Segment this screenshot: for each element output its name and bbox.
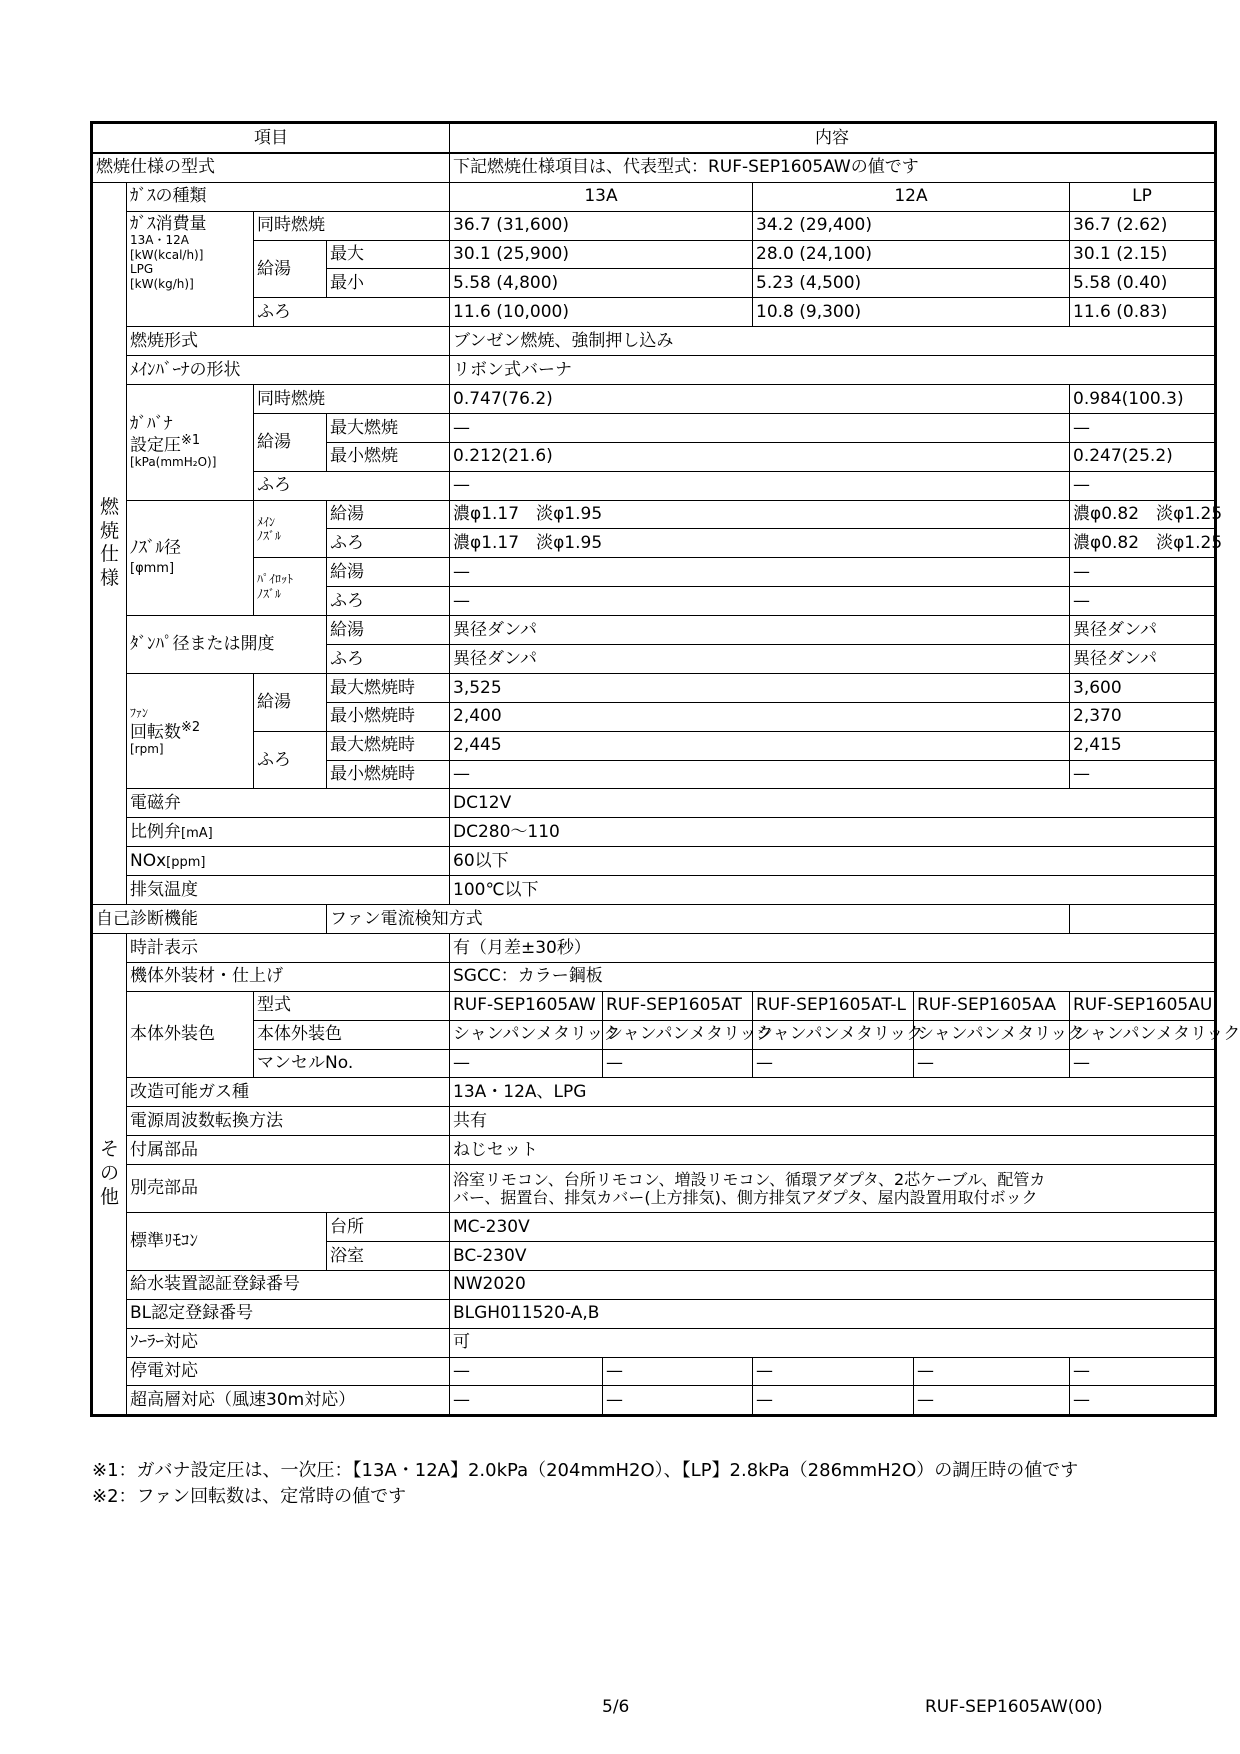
label-high-rise: 超高層対応（風速30m対応） xyxy=(127,1386,450,1416)
document-code: RUF-SEP1605AW(00) xyxy=(925,1697,1103,1717)
value-city-gas: 0.747(76.2) xyxy=(450,385,1070,414)
label-convertible-gas: 改造可能ガス種 xyxy=(127,1078,450,1107)
label-remote: 標準ﾘﾓｺﾝ xyxy=(127,1213,327,1271)
value-lp: — xyxy=(1070,558,1216,587)
label-bath: ふろ xyxy=(254,731,327,789)
row-gas-type xyxy=(92,182,1216,211)
row-proportional xyxy=(92,818,1216,847)
power-outage-value: — xyxy=(450,1357,603,1386)
row-self-diagnosis xyxy=(92,905,1216,934)
value-solar: 可 xyxy=(450,1328,1216,1357)
value-solenoid: DC12V xyxy=(450,789,1216,818)
label-nox: NOx[ppm] xyxy=(127,847,450,876)
power-outage-value: — xyxy=(753,1357,914,1386)
label-hot-water: 給湯 xyxy=(327,616,450,645)
value-combustion-model: 下記燃焼仕様項目は、代表型式：RUF-SEP1605AWの値です xyxy=(450,153,1216,182)
high-rise-value: — xyxy=(450,1386,603,1416)
gas-type-lp: LP xyxy=(1070,182,1216,211)
high-rise-value: — xyxy=(914,1386,1070,1416)
label-min: 最小 xyxy=(327,269,450,298)
value-combustion-type: ブンゼン燃焼、強制押し込み xyxy=(450,327,1216,356)
high-rise-value: — xyxy=(603,1386,753,1416)
label-min-combustion: 最小燃焼時 xyxy=(327,760,450,789)
row-fan-hot-max xyxy=(92,673,1216,702)
value-12a: 10.8 (9,300) xyxy=(753,298,1070,327)
footnote-1: ※1：ガバナ設定圧は、一次圧：【13A・12A】2.0kPa（204mmH2O）、【LP】2.8kPa（286mmH2O）の調圧時の値です xyxy=(92,1460,1079,1481)
value-optional: 浴室リモコン、台所リモコン、増設リモコン、循環アダプタ、2芯ケーブル、配管カ バー、据置台、排気カバー(上方排気)、側方排気アダプタ、屋内設置用取付ボック xyxy=(450,1165,1216,1213)
label-bath: ふろ xyxy=(254,298,450,327)
value-lp: — xyxy=(1070,760,1216,789)
row-convertible-gas xyxy=(92,1078,1216,1107)
label-combustion-model: 燃焼仕様の型式 xyxy=(92,153,450,182)
label-max-combustion: 最大燃焼時 xyxy=(327,731,450,760)
value-city-gas: 2,400 xyxy=(450,702,1070,731)
label-bl-cert: BL認定登録番号 xyxy=(127,1299,450,1328)
row-exterior xyxy=(92,962,1216,991)
row-nozzle-main-hot xyxy=(92,500,1216,529)
value-lp: 36.7 (2.62) xyxy=(1070,211,1216,240)
label-gas-type: ｶﾞｽの種類 xyxy=(127,182,450,211)
value-12a: 5.23 (4,500) xyxy=(753,269,1070,298)
value-exterior: SGCC：カラー鋼板 xyxy=(450,962,1216,991)
value-lp: 30.1 (2.15) xyxy=(1070,240,1216,269)
row-remote-kitchen xyxy=(92,1213,1216,1242)
label-governor: ｶﾞﾊﾞﾅ 設定圧$^{※1}$ [kPa(mmH₂O)] xyxy=(127,385,254,501)
footnote-2: ※2：ファン回転数は、定常時の値です xyxy=(92,1486,407,1507)
label-body-color: 本体外装色 xyxy=(127,991,254,1078)
value-clock: 有（月差±30秒） xyxy=(450,933,1216,962)
value-city-gas: — xyxy=(450,558,1070,587)
high-rise-value: — xyxy=(753,1386,914,1416)
model-value: RUF-SEP1605AT-L xyxy=(753,991,914,1020)
row-fan-bath-max xyxy=(92,731,1216,760)
value-city-gas: — xyxy=(450,413,1070,442)
row-power-outage xyxy=(92,1357,1216,1386)
label-min-combustion: 最小燃焼 xyxy=(327,442,450,471)
value-lp: 11.6 (0.83) xyxy=(1070,298,1216,327)
label-min-combustion: 最小燃焼時 xyxy=(327,702,450,731)
value-12a: 34.2 (29,400) xyxy=(753,211,1070,240)
row-gas-consumption-bath xyxy=(92,298,1216,327)
label-max: 最大 xyxy=(327,240,450,269)
label-hot-water: 給湯 xyxy=(327,558,450,587)
value-proportional: DC280～110 xyxy=(450,818,1216,847)
value-city-gas: 濃φ1.17 淡φ1.95 xyxy=(450,500,1070,529)
label-model: 型式 xyxy=(254,991,450,1020)
munsell-value: — xyxy=(450,1049,603,1078)
label-simultaneous: 同時燃焼 xyxy=(254,211,450,240)
row-body-color-model xyxy=(92,991,1216,1020)
row-governor-bath xyxy=(92,471,1216,500)
value-bathroom-remote: BC-230V xyxy=(450,1241,1216,1270)
value-bl-cert: BLGH011520-A,B xyxy=(450,1299,1216,1328)
gas-type-13a: 13A xyxy=(450,182,753,211)
label-hot-water: 給湯 xyxy=(254,240,327,298)
row-accessories xyxy=(92,1136,1216,1165)
power-outage-value: — xyxy=(603,1357,753,1386)
value-13a: 36.7 (31,600) xyxy=(450,211,753,240)
model-value: RUF-SEP1605AU xyxy=(1070,991,1216,1020)
value-kitchen-remote: MC-230V xyxy=(450,1213,1216,1242)
value-12a: 28.0 (24,100) xyxy=(753,240,1070,269)
label-clock: 時計表示 xyxy=(127,933,450,962)
value-lp: 0.247(25.2) xyxy=(1070,442,1216,471)
label-accessories: 付属部品 xyxy=(127,1136,450,1165)
value-lp: 異径ダンパ xyxy=(1070,616,1216,645)
header-content: 内容 xyxy=(450,123,1216,153)
label-bath: ふろ xyxy=(327,587,450,616)
label-water-cert: 給水装置認証登録番号 xyxy=(127,1270,450,1299)
label-exterior: 機体外装材・仕上げ xyxy=(127,962,450,991)
color-value: シャンパンメタリック xyxy=(914,1020,1070,1049)
label-damper: ﾀﾞﾝﾊﾟ径または開度 xyxy=(127,616,327,674)
value-lp: 異径ダンパ xyxy=(1070,645,1216,674)
color-value: シャンパンメタリック xyxy=(450,1020,603,1049)
color-value: シャンパンメタリック xyxy=(603,1020,753,1049)
value-13a: 30.1 (25,900) xyxy=(450,240,753,269)
value-city-gas: 濃φ1.17 淡φ1.95 xyxy=(450,529,1070,558)
label-bath: ふろ xyxy=(327,529,450,558)
value-lp: 0.984(100.3) xyxy=(1070,385,1216,414)
label-power-outage: 停電対応 xyxy=(127,1357,450,1386)
page-number: 5/6 xyxy=(602,1697,630,1717)
value-lp: 3,600 xyxy=(1070,673,1216,702)
section-other-label: そ の 他 xyxy=(92,933,127,1415)
row-gas-consumption-max xyxy=(92,240,1216,269)
value-lp: 2,370 xyxy=(1070,702,1216,731)
label-hot-water: 給湯 xyxy=(254,413,327,471)
row-gas-consumption-simultaneous xyxy=(92,211,1216,240)
row-clock xyxy=(92,933,1216,962)
label-color: 本体外装色 xyxy=(254,1020,450,1049)
label-bath: ふろ xyxy=(327,645,450,674)
value-city-gas: 異径ダンパ xyxy=(450,645,1070,674)
row-damper-hot xyxy=(92,616,1216,645)
value-lp: 濃φ0.82 淡φ1.25 xyxy=(1070,500,1216,529)
row-water-cert xyxy=(92,1270,1216,1299)
label-gas-consumption: ｶﾞｽ消費量 13A・12A [kW(kcal/h)] LPG [kW(kg/h)] xyxy=(127,211,254,327)
row-bl-cert xyxy=(92,1299,1216,1328)
label-bath: ふろ xyxy=(254,471,450,500)
value-city-gas: 2,445 xyxy=(450,731,1070,760)
value-exhaust: 100℃以下 xyxy=(450,876,1216,905)
row-solenoid xyxy=(92,789,1216,818)
value-lp: 5.58 (0.40) xyxy=(1070,269,1216,298)
value-city-gas: — xyxy=(450,471,1070,500)
row-nozzle-pilot-hot xyxy=(92,558,1216,587)
label-max-combustion: 最大燃焼 xyxy=(327,413,450,442)
row-exhaust xyxy=(92,876,1216,905)
value-13a: 11.6 (10,000) xyxy=(450,298,753,327)
label-solenoid: 電磁弁 xyxy=(127,789,450,818)
row-body-color-color xyxy=(92,1020,1216,1049)
value-lp: 濃φ0.82 淡φ1.25 xyxy=(1070,529,1216,558)
munsell-value: — xyxy=(753,1049,914,1078)
munsell-value: — xyxy=(603,1049,753,1078)
spec-table xyxy=(90,121,1240,1417)
row-solar xyxy=(92,1328,1216,1357)
value-lp: — xyxy=(1070,471,1216,500)
value-self-diagnosis: ファン電流検知方式 xyxy=(327,905,1070,934)
label-nozzle: ﾉｽﾞﾙ径 [φmm] xyxy=(127,500,254,616)
label-hot-water: 給湯 xyxy=(327,500,450,529)
label-combustion-type: 燃焼形式 xyxy=(127,327,450,356)
value-city-gas: 0.212(21.6) xyxy=(450,442,1070,471)
munsell-value: — xyxy=(914,1049,1070,1078)
label-bathroom: 浴室 xyxy=(327,1241,450,1270)
label-max-combustion: 最大燃焼時 xyxy=(327,673,450,702)
header-item: 項目 xyxy=(92,123,450,153)
value-city-gas: — xyxy=(450,587,1070,616)
value-lp: — xyxy=(1070,413,1216,442)
model-value: RUF-SEP1605AW xyxy=(450,991,603,1020)
label-frequency: 電源周波数転換方法 xyxy=(127,1107,450,1136)
row-main-burner xyxy=(92,356,1216,385)
model-value: RUF-SEP1605AA xyxy=(914,991,1070,1020)
value-city-gas: 異径ダンパ xyxy=(450,616,1070,645)
value-lp: — xyxy=(1070,587,1216,616)
model-value: RUF-SEP1605AT xyxy=(603,991,753,1020)
power-outage-value: — xyxy=(914,1357,1070,1386)
label-main-nozzle: ﾒｲﾝ ﾉｽﾞﾙ xyxy=(254,500,327,558)
label-self-diagnosis: 自己診断機能 xyxy=(92,905,327,934)
label-exhaust: 排気温度 xyxy=(127,876,450,905)
high-rise-value: — xyxy=(1070,1386,1216,1416)
row-body-color-munsell xyxy=(92,1049,1216,1078)
label-pilot-nozzle: ﾊﾟｲﾛｯﾄ ﾉｽﾞﾙ xyxy=(254,558,327,616)
label-solar: ｿｰﾗｰ対応 xyxy=(127,1328,450,1357)
munsell-value: — xyxy=(1070,1049,1216,1078)
value-water-cert: NW2020 xyxy=(450,1270,1216,1299)
row-high-rise xyxy=(92,1386,1216,1416)
label-fan: ﾌｧﾝ 回転数$^{※2}$ [rpm] xyxy=(127,673,254,789)
label-kitchen: 台所 xyxy=(327,1213,450,1242)
row-combustion-model xyxy=(92,153,1216,182)
label-main-burner: ﾒｲﾝﾊﾞｰﾅの形状 xyxy=(127,356,450,385)
value-convertible-gas: 13A・12A、LPG xyxy=(450,1078,1216,1107)
value-main-burner: リボン式バーナ xyxy=(450,356,1216,385)
label-optional: 別売部品 xyxy=(127,1165,450,1213)
value-city-gas: — xyxy=(450,760,1070,789)
value-accessories: ねじセット xyxy=(450,1136,1216,1165)
label-proportional: 比例弁[mA] xyxy=(127,818,450,847)
value-frequency: 共有 xyxy=(450,1107,1216,1136)
header-row xyxy=(92,123,1216,153)
row-combustion-type xyxy=(92,327,1216,356)
value-nox: 60以下 xyxy=(450,847,1216,876)
gas-type-12a: 12A xyxy=(753,182,1070,211)
color-value: シャンパンメタリック xyxy=(1070,1020,1216,1049)
label-simultaneous: 同時燃焼 xyxy=(254,385,450,414)
row-nox xyxy=(92,847,1216,876)
row-optional xyxy=(92,1165,1216,1213)
row-governor-max xyxy=(92,413,1216,442)
label-hot-water: 給湯 xyxy=(254,673,327,731)
section-combustion-label: 燃 焼 仕 様 xyxy=(92,182,127,904)
label-munsell: マンセルNo. xyxy=(254,1049,450,1078)
value-lp: 2,415 xyxy=(1070,731,1216,760)
color-value: シャンパンメタリック xyxy=(753,1020,914,1049)
row-frequency xyxy=(92,1107,1216,1136)
value-13a: 5.58 (4,800) xyxy=(450,269,753,298)
power-outage-value: — xyxy=(1070,1357,1216,1386)
row-governor-simultaneous xyxy=(92,385,1216,414)
value-city-gas: 3,525 xyxy=(450,673,1070,702)
